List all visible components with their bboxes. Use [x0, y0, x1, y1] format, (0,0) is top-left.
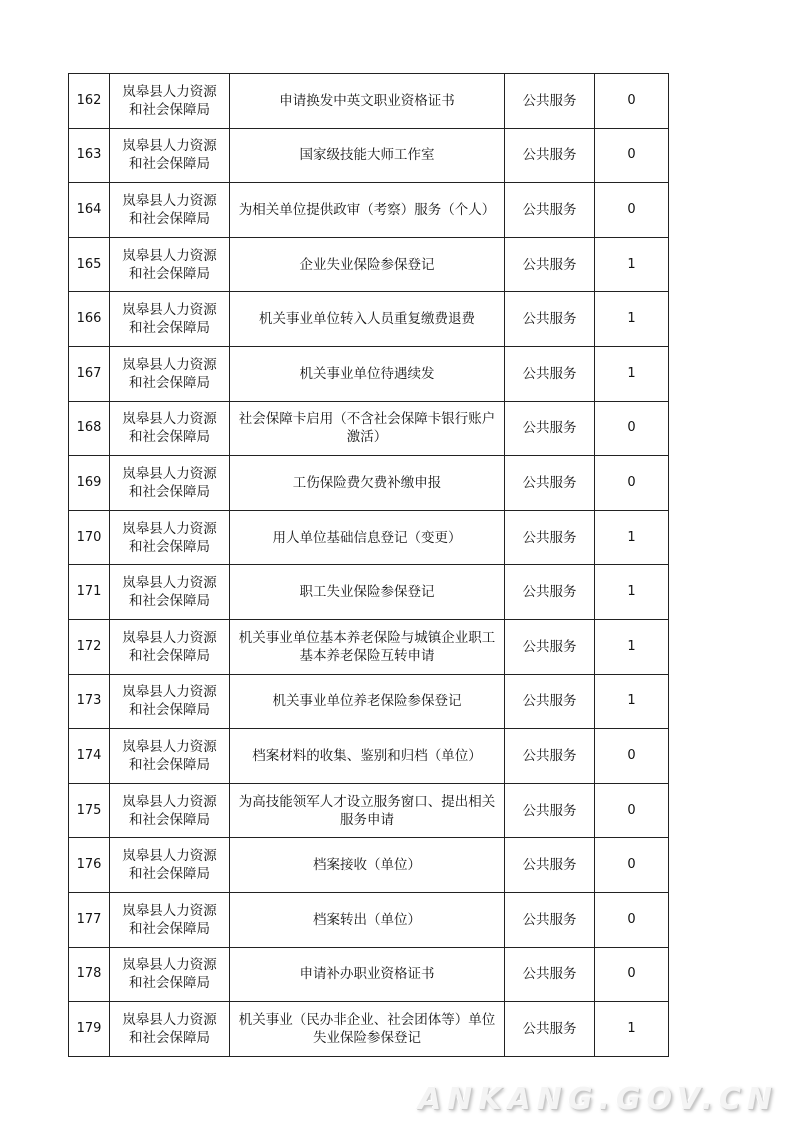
service-type: 公共服务: [505, 401, 595, 456]
service-item-name: 为相关单位提供政审（考察）服务（个人）: [230, 183, 505, 238]
item-count: 1: [595, 1002, 669, 1057]
table-row: [69, 456, 669, 511]
service-type: 公共服务: [505, 183, 595, 238]
service-item-name: 国家级技能大师工作室: [230, 128, 505, 183]
service-item-name: 为高技能领军人才设立服务窗口、提出相关服务申请: [230, 783, 505, 838]
department-name-line1: 岚皋县人力资源: [122, 520, 217, 537]
table-row: [69, 346, 669, 401]
department-name-line1: 岚皋县人力资源: [122, 902, 217, 919]
department-cell: [110, 947, 230, 1002]
department-cell: [110, 74, 230, 129]
row-number: 179: [69, 1002, 110, 1057]
department-name-line2: 和社会保障局: [129, 265, 210, 282]
department-name-line1: 岚皋县人力资源: [122, 793, 217, 810]
row-number: 174: [69, 729, 110, 784]
item-count: 1: [595, 619, 669, 674]
service-type: 公共服务: [505, 74, 595, 129]
department-name-line2: 和社会保障局: [129, 702, 210, 719]
department-name-line1: 岚皋县人力资源: [122, 738, 217, 755]
service-item-name: 申请换发中英文职业资格证书: [230, 74, 505, 129]
table-row: [69, 292, 669, 347]
service-type: 公共服务: [505, 729, 595, 784]
department-name-line2: 和社会保障局: [129, 647, 210, 664]
item-count: 1: [595, 565, 669, 620]
table-row: [69, 947, 669, 1002]
service-item-name: 档案转出（单位）: [230, 892, 505, 947]
table-body: [69, 74, 669, 1057]
service-item-name: 机关事业单位待遇续发: [230, 346, 505, 401]
department-name-line2: 和社会保障局: [129, 593, 210, 610]
service-items-table: [68, 73, 669, 1057]
service-type: 公共服务: [505, 346, 595, 401]
item-count: 0: [595, 947, 669, 1002]
department-cell: [110, 346, 230, 401]
department-name-line1: 岚皋县人力资源: [122, 684, 217, 701]
department-cell: [110, 128, 230, 183]
department-name-line2: 和社会保障局: [129, 374, 210, 391]
department-name-line2: 和社会保障局: [129, 320, 210, 337]
table-row: [69, 892, 669, 947]
table-row: [69, 729, 669, 784]
department-name-line2: 和社会保障局: [129, 866, 210, 883]
item-count: 0: [595, 74, 669, 129]
service-item-name: 机关事业（民办非企业、社会团体等）单位失业保险参保登记: [230, 1002, 505, 1057]
table-row: [69, 565, 669, 620]
table-row: [69, 401, 669, 456]
department-cell: [110, 401, 230, 456]
table-row: [69, 619, 669, 674]
department-name-line1: 岚皋县人力资源: [122, 356, 217, 373]
department-cell: [110, 292, 230, 347]
department-cell: [110, 1002, 230, 1057]
row-number: 163: [69, 128, 110, 183]
department-name-line1: 岚皋县人力资源: [122, 138, 217, 155]
department-name-line1: 岚皋县人力资源: [122, 848, 217, 865]
department-name-line2: 和社会保障局: [129, 811, 210, 828]
row-number: 170: [69, 510, 110, 565]
department-name-line1: 岚皋县人力资源: [122, 575, 217, 592]
service-type: 公共服务: [505, 292, 595, 347]
service-item-name: 职工失业保险参保登记: [230, 565, 505, 620]
item-count: 0: [595, 128, 669, 183]
row-number: 168: [69, 401, 110, 456]
department-name-line2: 和社会保障局: [129, 210, 210, 227]
service-item-name: 社会保障卡启用（不含社会保障卡银行账户激活）: [230, 401, 505, 456]
row-number: 162: [69, 74, 110, 129]
service-type: 公共服务: [505, 510, 595, 565]
department-name-line2: 和社会保障局: [129, 101, 210, 118]
row-number: 172: [69, 619, 110, 674]
service-type: 公共服务: [505, 565, 595, 620]
item-count: 0: [595, 729, 669, 784]
service-item-name: 档案材料的收集、鉴别和归档（单位）: [230, 729, 505, 784]
table-row: [69, 510, 669, 565]
department-name-line2: 和社会保障局: [129, 1029, 210, 1046]
row-number: 177: [69, 892, 110, 947]
row-number: 164: [69, 183, 110, 238]
department-name-line1: 岚皋县人力资源: [122, 465, 217, 482]
service-item-name: 机关事业单位转入人员重复缴费退费: [230, 292, 505, 347]
table-row: [69, 183, 669, 238]
table-row: [69, 1002, 669, 1057]
department-name-line1: 岚皋县人力资源: [122, 1011, 217, 1028]
table-row: [69, 128, 669, 183]
table-row: [69, 674, 669, 729]
department-name-line2: 和社会保障局: [129, 920, 210, 937]
table-row: [69, 74, 669, 129]
site-watermark: ANKANG.GOV.CN: [417, 1082, 778, 1117]
department-name-line2: 和社会保障局: [129, 156, 210, 173]
table-row: [69, 237, 669, 292]
item-count: 0: [595, 183, 669, 238]
service-type: 公共服务: [505, 456, 595, 511]
department-cell: [110, 456, 230, 511]
row-number: 173: [69, 674, 110, 729]
service-type: 公共服务: [505, 1002, 595, 1057]
service-type: 公共服务: [505, 838, 595, 893]
department-cell: [110, 783, 230, 838]
row-number: 166: [69, 292, 110, 347]
item-count: 1: [595, 346, 669, 401]
department-name-line1: 岚皋县人力资源: [122, 302, 217, 319]
department-cell: [110, 510, 230, 565]
row-number: 167: [69, 346, 110, 401]
department-cell: [110, 838, 230, 893]
item-count: 0: [595, 892, 669, 947]
item-count: 0: [595, 401, 669, 456]
row-number: 176: [69, 838, 110, 893]
department-name-line2: 和社会保障局: [129, 756, 210, 773]
item-count: 0: [595, 456, 669, 511]
table-row: [69, 783, 669, 838]
department-name-line1: 岚皋县人力资源: [122, 247, 217, 264]
service-item-name: 企业失业保险参保登记: [230, 237, 505, 292]
item-count: 1: [595, 674, 669, 729]
service-type: 公共服务: [505, 237, 595, 292]
department-cell: [110, 565, 230, 620]
department-name-line1: 岚皋县人力资源: [122, 629, 217, 646]
item-count: 1: [595, 510, 669, 565]
service-item-name: 档案接收（单位）: [230, 838, 505, 893]
department-name-line1: 岚皋县人力资源: [122, 411, 217, 428]
service-type: 公共服务: [505, 619, 595, 674]
service-type: 公共服务: [505, 128, 595, 183]
service-item-name: 机关事业单位养老保险参保登记: [230, 674, 505, 729]
item-count: 0: [595, 838, 669, 893]
department-name-line2: 和社会保障局: [129, 429, 210, 446]
department-name-line1: 岚皋县人力资源: [122, 957, 217, 974]
service-type: 公共服务: [505, 947, 595, 1002]
item-count: 0: [595, 783, 669, 838]
row-number: 178: [69, 947, 110, 1002]
department-cell: [110, 237, 230, 292]
department-cell: [110, 729, 230, 784]
service-item-name: 申请补办职业资格证书: [230, 947, 505, 1002]
row-number: 175: [69, 783, 110, 838]
row-number: 165: [69, 237, 110, 292]
department-name-line1: 岚皋县人力资源: [122, 192, 217, 209]
table-row: [69, 838, 669, 893]
service-type: 公共服务: [505, 783, 595, 838]
department-name-line1: 岚皋县人力资源: [122, 83, 217, 100]
item-count: 1: [595, 237, 669, 292]
service-type: 公共服务: [505, 674, 595, 729]
service-item-name: 机关事业单位基本养老保险与城镇企业职工基本养老保险互转申请: [230, 619, 505, 674]
department-name-line2: 和社会保障局: [129, 483, 210, 500]
department-name-line2: 和社会保障局: [129, 538, 210, 555]
department-cell: [110, 892, 230, 947]
department-name-line2: 和社会保障局: [129, 975, 210, 992]
row-number: 171: [69, 565, 110, 620]
service-type: 公共服务: [505, 892, 595, 947]
department-cell: [110, 619, 230, 674]
service-item-name: 用人单位基础信息登记（变更）: [230, 510, 505, 565]
department-cell: [110, 183, 230, 238]
item-count: 1: [595, 292, 669, 347]
row-number: 169: [69, 456, 110, 511]
department-cell: [110, 674, 230, 729]
service-item-name: 工伤保险费欠费补缴申报: [230, 456, 505, 511]
